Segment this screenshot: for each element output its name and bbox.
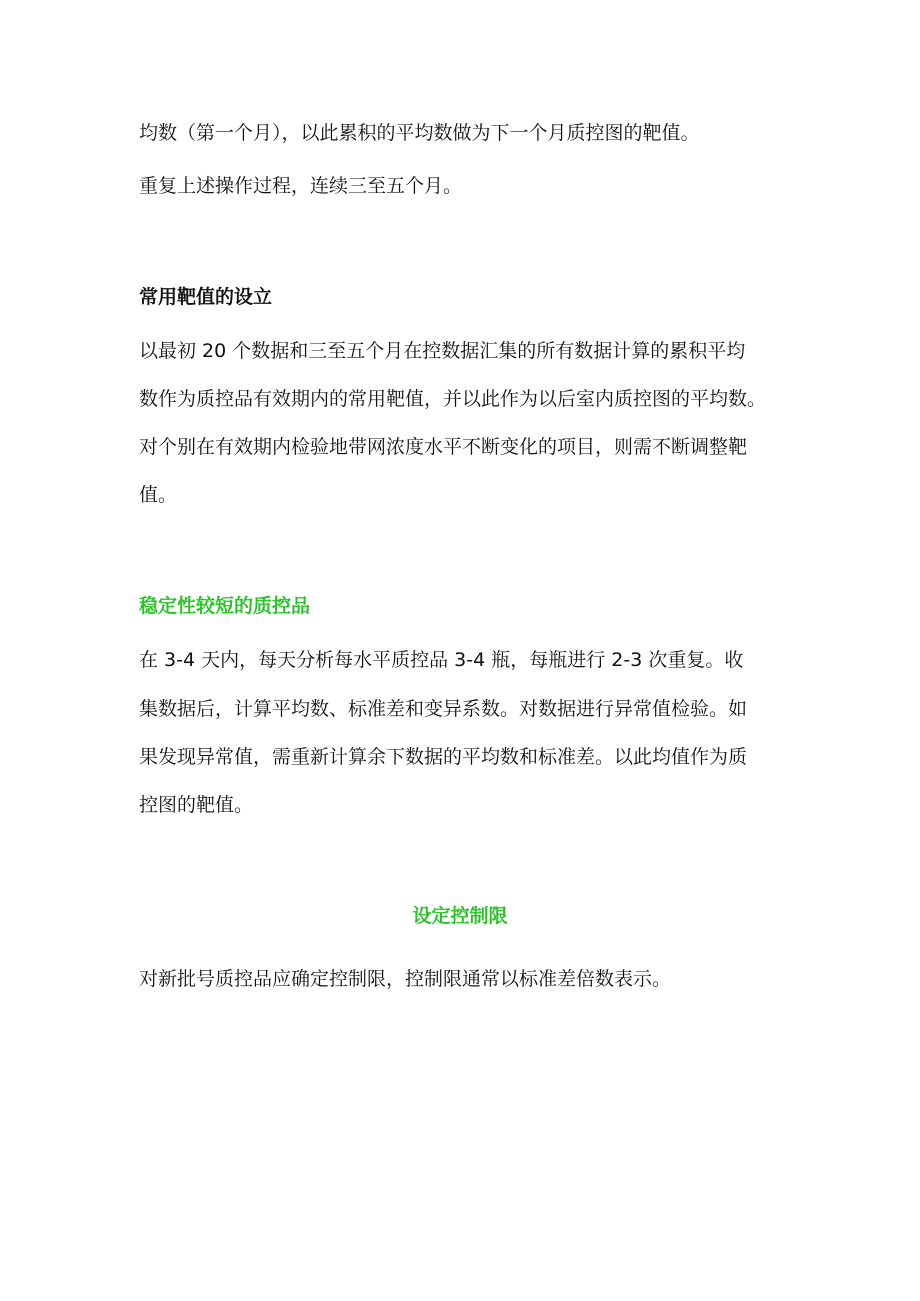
paragraph-line: 以最初 20 个数据和三至五个月在控数据汇集的所有数据计算的累积平均 — [139, 340, 746, 362]
paragraph-line: 数作为质控品有效期内的常用靶值，并以此作为以后室内质控图的平均数。 — [139, 388, 767, 410]
paragraph-line: 对新批号质控品应确定控制限，控制限通常以标准差倍数表示。 — [139, 968, 672, 990]
paragraph-line: 重复上述操作过程，连续三至五个月。 — [139, 175, 463, 197]
section-heading: 常用靶值的设立 — [139, 286, 273, 308]
paragraph-line: 对个别在有效期内检验地带网浓度水平不断变化的项目，则需不断调整靶 — [139, 436, 748, 458]
paragraph-line: 值。 — [139, 484, 178, 506]
paragraph-line: 集数据后，计算平均数、标准差和变异系数。对数据进行异常值检验。如 — [139, 698, 748, 720]
paragraph-line: 在 3-4 天内，每天分析每水平质控品 3-4 瓶，每瓶进行 2-3 次重复。收 — [139, 649, 744, 671]
section-heading-green: 稳定性较短的质控品 — [139, 595, 311, 617]
paragraph-line: 控图的靶值。 — [139, 794, 254, 816]
centered-heading-green: 设定控制限 — [412, 905, 508, 927]
paragraph-line: 果发现异常值，需重新计算余下数据的平均数和标准差。以此均值作为质 — [139, 746, 748, 768]
paragraph-line: 均数（第一个月），以此累积的平均数做为下一个月质控图的靶值。 — [139, 122, 700, 144]
